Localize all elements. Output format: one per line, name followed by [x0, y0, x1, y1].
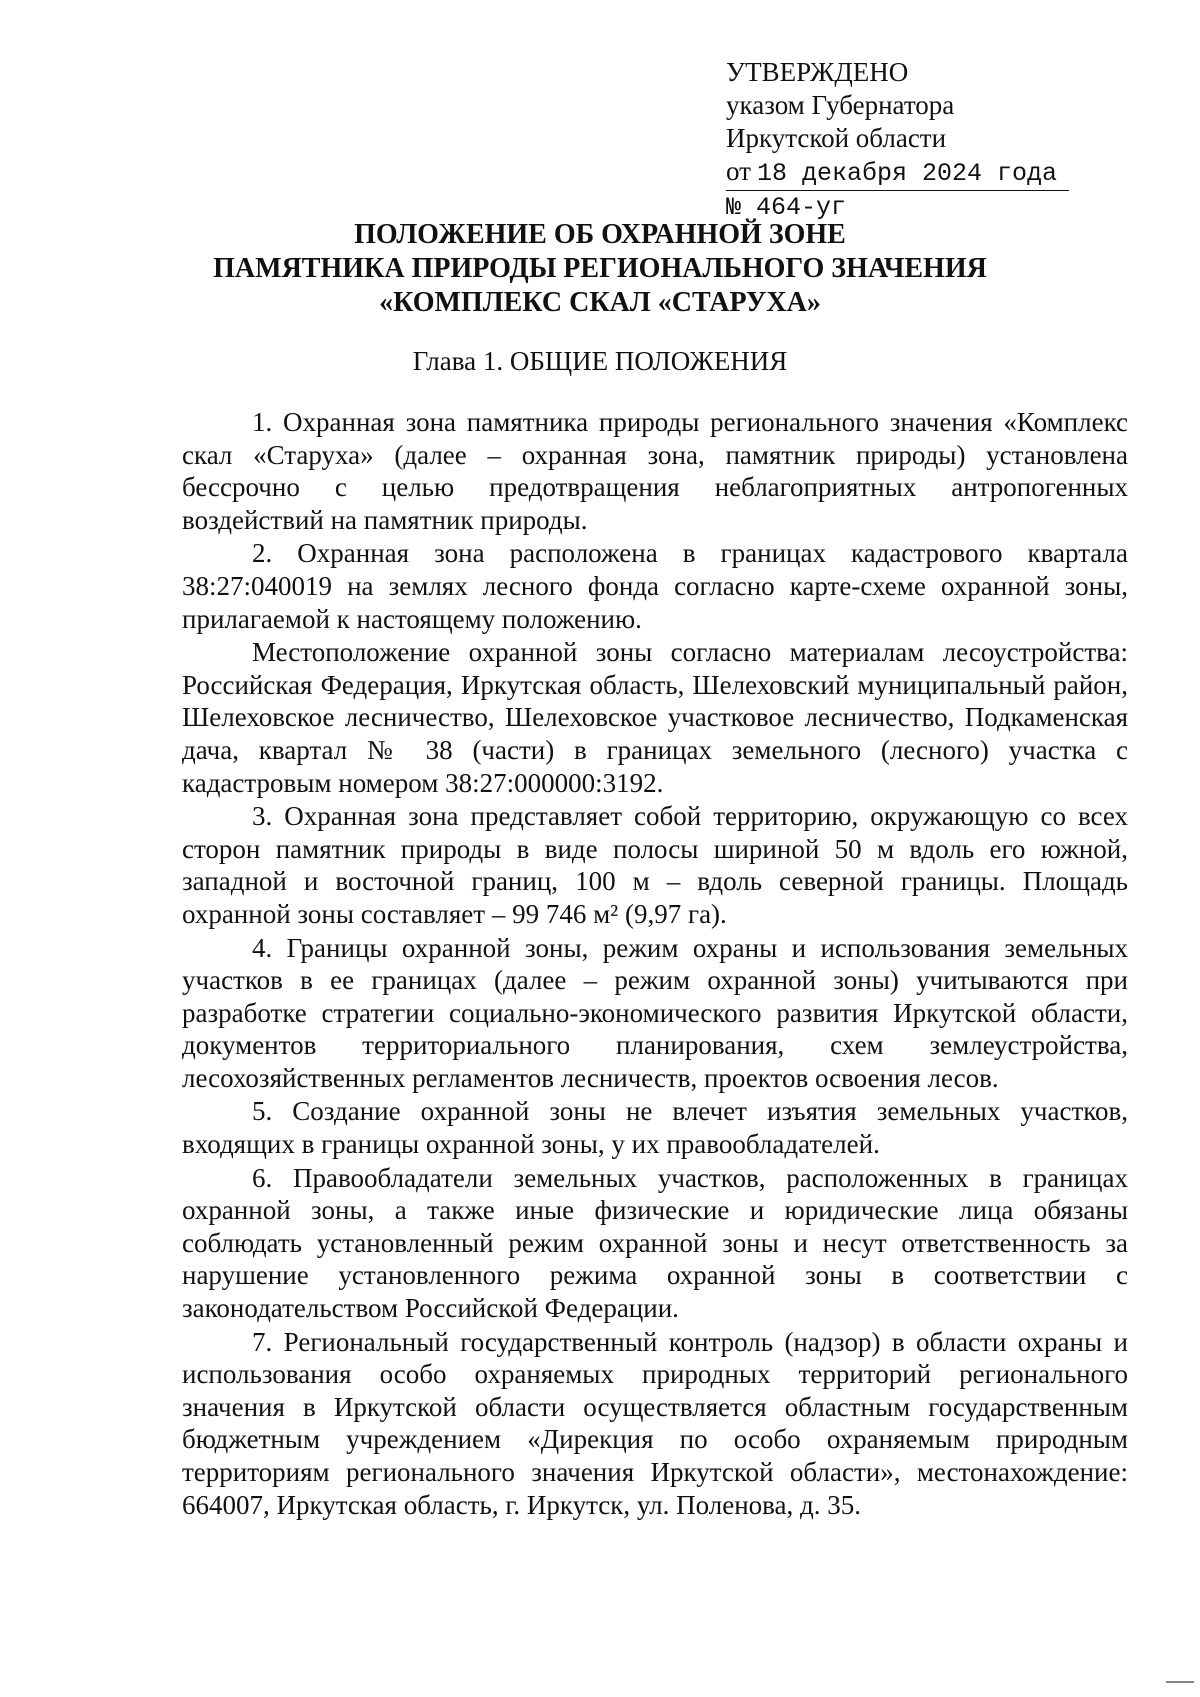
- scan-artifact: [1166, 1681, 1194, 1683]
- decree-number: № 464-уг: [726, 193, 847, 222]
- decree-label: указом Губернатора: [726, 90, 955, 120]
- paragraph-1: 1. Охранная зона памятника природы регионального значения «Комплекс скал «Старуха» (далее – охранная зона, памятник природы) установлена бессрочно с целью предотвращения неблагоприятных антропогенных воздействий на памятник природы.: [182, 407, 1128, 535]
- title-line-2: ПАМЯТНИКА ПРИРОДЫ РЕГИОНАЛЬНОГО ЗНАЧЕНИЯ: [213, 253, 987, 284]
- title-line-1: ПОЛОЖЕНИЕ ОБ ОХРАННОЙ ЗОНЕ: [354, 219, 846, 250]
- approval-stamp: [726, 56, 1086, 224]
- chapter-heading: Глава 1. ОБЩИЕ ПОЛОЖЕНИЯ: [412, 346, 788, 376]
- paragraph-5: 5. Создание охранной зоны не влечет изъятия земельных участков, входящих в границы охранной зоны, у их правообладателей.: [182, 1096, 1128, 1160]
- region-label: Иркутской области: [726, 123, 947, 153]
- paragraph-7: 7. Региональный государственный контроль (надзор) в области охраны и использования особо охраняемых природных территорий регионального значения в Иркутской области осуществляется областным государственным бюджетным учреждением «Дирекция по особо охраняемым природным территориям регионального значения Иркутской области», местонахождение: 664007, Иркутская область, г. Иркутск, ул. Поленова, д. 35.: [182, 1326, 1128, 1520]
- document-title: [0, 218, 1200, 320]
- approved-label: УТВЕРЖДЕНО: [726, 57, 909, 87]
- title-line-3: «КОМПЛЕКС СКАЛ «СТАРУХА»: [379, 287, 821, 318]
- paragraph-3: 3. Охранная зона представляет собой территорию, окружающую со всех сторон памятник природы в виде полосы шириной 50 м вдоль его южной, западной и восточной границ, 100 м – вдоль северной границы. Площадь охранной зоны составляет – 99 746 м² (9,97 га).: [182, 801, 1128, 929]
- paragraph-6: 6. Правообладатели земельных участков, расположенных в границах охранной зоны, а также иные физические и юридические лица обязаны соблюдать установленный режим охранной зоны и несут ответственность за нарушение установленного режима охранной зоны в соответствии с законодательством Российской Федерации.: [182, 1162, 1128, 1324]
- paragraph-4: 4. Границы охранной зоны, режим охраны и использования земельных участков в ее границах (далее – режим охранной зоны) учитываются при разработке стратегии социально-экономического развития Иркутской области, документов территориального планирования, схем землеустройства, лесохозяйственных регламентов лесничеств, проектов освоения лесов.: [182, 932, 1128, 1093]
- document-body: [182, 406, 1128, 1521]
- date-prefix: от: [726, 156, 751, 186]
- date-row: [726, 155, 1086, 191]
- paragraph-2: 2. Охранная зона расположена в границах кадастрового квартала 38:27:040019 на землях лесного фонда согласно карте-схеме охранной зоны, прилагаемой к настоящему положению.: [182, 538, 1128, 634]
- decree-date: 18 декабря 2024 года: [756, 159, 1058, 188]
- date-underline: [726, 155, 1069, 191]
- paragraph-location: Местоположение охранной зоны согласно материалам лесоустройства: Российская Федерация, Иркутская область, Шелеховский муниципальный район, Шелеховское лесничество, Шелеховское участковое лесничество, Подкаменская дача, квартал № 38 (части) в границах земельного (лесного) участка с кадастровым номером 38:27:000000:3192.: [182, 637, 1128, 798]
